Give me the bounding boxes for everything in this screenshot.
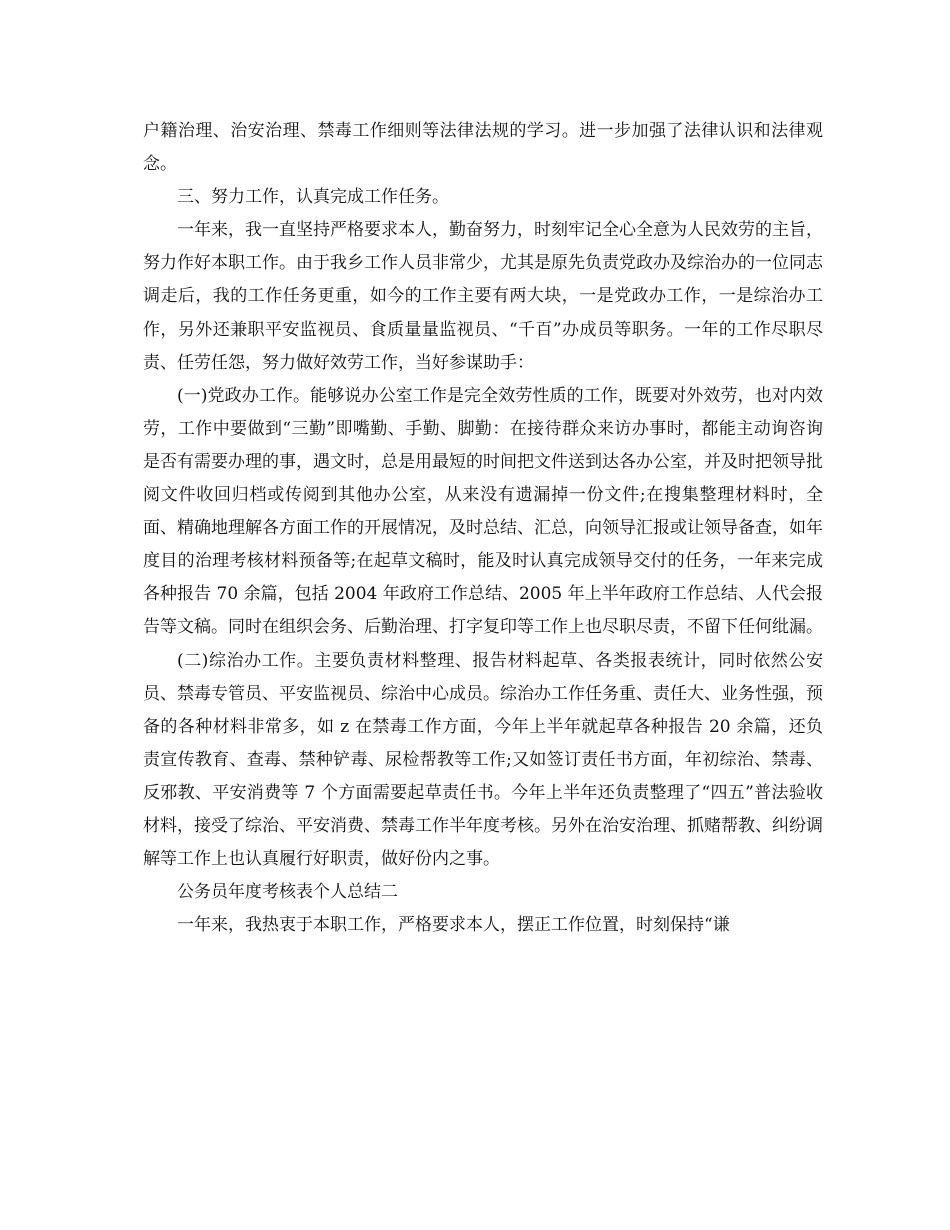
section-heading-three: 三、努力工作，认真完成工作任务。	[177, 187, 449, 208]
section-heading-summary-two: 公务员年度考核表个人总结二	[177, 882, 398, 903]
document-body	[143, 115, 823, 942]
paragraph-party-office-work: (一)党政办工作。能够说办公室工作是完全效劳性质的工作，既要对外效劳，也对内效劳，工作中要做到“三勤”即嘴勤、手勤、脚勤：在接待群众来访办事时，都能主动询咨询是否有需要办理的事，遇文时，总是用最短的时间把文件送到达各办公室，并及时把领导批阅文件收回归档或传阅到其他办公室，从来没有遗漏掉一份文件;在搜集整理材料时，全面、精确地理解各方面工作的开展情况，及时总结、汇总，向领导汇报或让领导备查，如年度目的治理考核材料预备等;在起草文稿时，能及时认真完成领导交付的任务，一年来完成各种报告 70 余篇，包括 2004 年政府工作总结、2005 年上半年政府工作总结、人代会报告等文稿。同时在组织会务、后勤治理、打字复印等工作上也尽职尽责，不留下任何纰漏。	[143, 385, 823, 638]
paragraph-summary-two-start: 一年来，我热衷于本职工作，严格要求本人，摆正工作位置，时刻保持“谦	[177, 915, 730, 936]
paragraph-law-study-end: 户籍治理、治安治理、禁毒工作细则等法律法规的学习。进一步加强了法律认识和法律观念。	[143, 121, 823, 175]
paragraph-comprehensive-office-work: (二)综治办工作。主要负责材料整理、报告材料起草、各类报表统计，同时依然公安员、禁毒专管员、平安监视员、综治中心成员。综治办工作任务重、责任大、业务性强，预备的各种材料非常多，如 z 在禁毒工作方面，今年上半年就起草各种报告 20 余篇，还负责宣传教育、查毒、禁种铲毒、尿检帮教等工作;又如签订责任书方面，年初综治、禁毒、反邪教、平安消费等 7 个方面需要起草责任书。今年上半年还负责整理了“四五”普法验收材料，接受了综治、平安消费、禁毒工作半年度考核。另外在治安治理、抓赌帮教、纠纷调解等工作上也认真履行好职责，做好份内之事。	[143, 650, 823, 870]
paragraph-year-summary: 一年来，我一直坚持严格要求本人，勤奋努力，时刻牢记全心全意为人民效劳的主旨，努力作好本职工作。由于我乡工作人员非常少，尤其是原先负责党政办及综治办的一位同志调走后，我的工作任务更重，如今的工作主要有两大块，一是党政办工作，一是综治办工作，另外还兼职平安监视员、食质量量监视员、“千百”办成员等职务。一年的工作尽职尽责、任劳任怨，努力做好效劳工作，当好参谋助手：	[143, 220, 823, 373]
